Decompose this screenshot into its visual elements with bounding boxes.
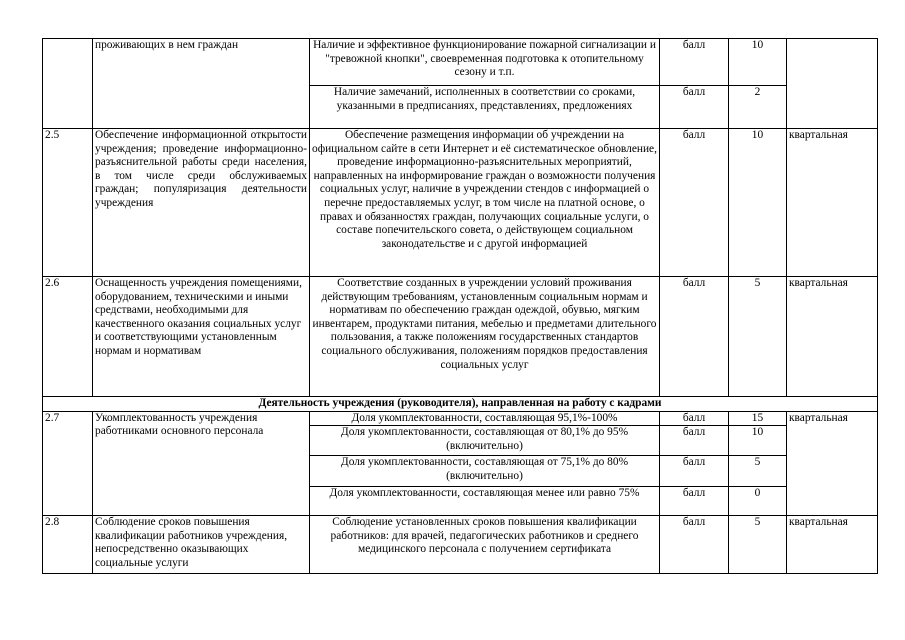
period-cell: квартальная xyxy=(787,277,878,397)
table-row xyxy=(43,39,878,86)
indicator-cell: Доля укомплектованности, составляющая 95,1%-100% xyxy=(310,411,660,426)
indicator-cell: Наличие замечаний, исполненных в соответствии со сроками, указанными в предписаниях, представлениях, предложениях xyxy=(310,86,660,129)
row-number-cell xyxy=(43,39,93,129)
score-cell: 10 xyxy=(729,39,787,86)
score-cell: 10 xyxy=(729,426,787,456)
score-cell: 10 xyxy=(729,129,787,277)
unit-cell: балл xyxy=(660,277,729,397)
unit-cell: балл xyxy=(660,86,729,129)
criterion-cell: Укомплектованность учреждения работниками основного персонала xyxy=(93,411,310,516)
row-number-cell: 2.8 xyxy=(43,516,93,574)
unit-cell: балл xyxy=(660,456,729,487)
indicator-cell: Обеспечение размещения информации об учреждении на официальном сайте в сети Интернет и её систематическое обновление, проведение информационно-разъяснительных мероприятий, направленных на информирование граждан о возможности получения социальных услуг, наличие в учреждении стендов с информацией о перечне предоставляемых услуг, в том числе на платной основе, о правах и обязанностях граждан, получающих социальные услуги, о составе попечительского совета, о действующем социальном законодательстве и с другой информацией xyxy=(310,129,660,277)
score-cell: 15 xyxy=(729,411,787,426)
score-cell: 5 xyxy=(729,456,787,487)
score-cell: 0 xyxy=(729,487,787,516)
criterion-cell: Соблюдение сроков повышения квалификации работников учреждения, непосредственно оказывающих социальные услуги xyxy=(93,516,310,574)
unit-cell: балл xyxy=(660,129,729,277)
indicator-cell: Доля укомплектованности, составляющая менее или равно 75% xyxy=(310,487,660,516)
section-row xyxy=(43,397,878,412)
period-cell xyxy=(787,39,878,129)
indicator-cell: Соответствие созданных в учреждении условий проживания действующим требованиям, установленным социальным нормам и нормативам по обеспечению граждан одеждой, обувью, мягким инвентарем, продуктами питания, мебелью и предметами длительного пользования, а также положениям государственных стандартов социального обслуживания, положениям порядков предоставления социальных услуг xyxy=(310,277,660,397)
unit-cell: балл xyxy=(660,516,729,574)
table-row xyxy=(43,129,878,277)
score-cell: 2 xyxy=(729,86,787,129)
table-row xyxy=(43,277,878,397)
unit-cell: балл xyxy=(660,411,729,426)
table-row xyxy=(43,411,878,426)
row-number-cell: 2.6 xyxy=(43,277,93,397)
period-cell: квартальная xyxy=(787,129,878,277)
criterion-cell: Обеспечение информационной открытости учреждения; проведение информационно-разъяснительной работы среди населения, в том числе среди обслуживаемых граждан; популяризация деятельности учреждения xyxy=(93,129,310,277)
row-number-cell: 2.7 xyxy=(43,411,93,516)
indicator-cell: Соблюдение установленных сроков повышения квалификации работников: для врачей, педагогических работников и среднего медицинского персонала с получением сертификата xyxy=(310,516,660,574)
section-heading: Деятельность учреждения (руководителя), направленная на работу с кадрами xyxy=(43,397,878,412)
score-cell: 5 xyxy=(729,516,787,574)
indicator-cell: Доля укомплектованности, составляющая от 80,1% до 95% (включительно) xyxy=(310,426,660,456)
indicator-cell: Доля укомплектованности, составляющая от 75,1% до 80% (включительно) xyxy=(310,456,660,487)
period-cell: квартальная xyxy=(787,411,878,516)
criteria-table xyxy=(42,38,878,574)
unit-cell: балл xyxy=(660,39,729,86)
criterion-cell: Оснащенность учреждения помещениями, оборудованием, техническими и иными средствами, необходимыми для качественного оказания социальных услуг и соответствующими установленным нормам и нормативам xyxy=(93,277,310,397)
unit-cell: балл xyxy=(660,426,729,456)
unit-cell: балл xyxy=(660,487,729,516)
table-row xyxy=(43,516,878,574)
criterion-cell: проживающих в нем граждан xyxy=(93,39,310,129)
row-number-cell: 2.5 xyxy=(43,129,93,277)
indicator-cell: Наличие и эффективное функционирование пожарной сигнализации и "тревожной кнопки", своевременная подготовка к отопительному сезону и т.п. xyxy=(310,39,660,86)
score-cell: 5 xyxy=(729,277,787,397)
period-cell: квартальная xyxy=(787,516,878,574)
